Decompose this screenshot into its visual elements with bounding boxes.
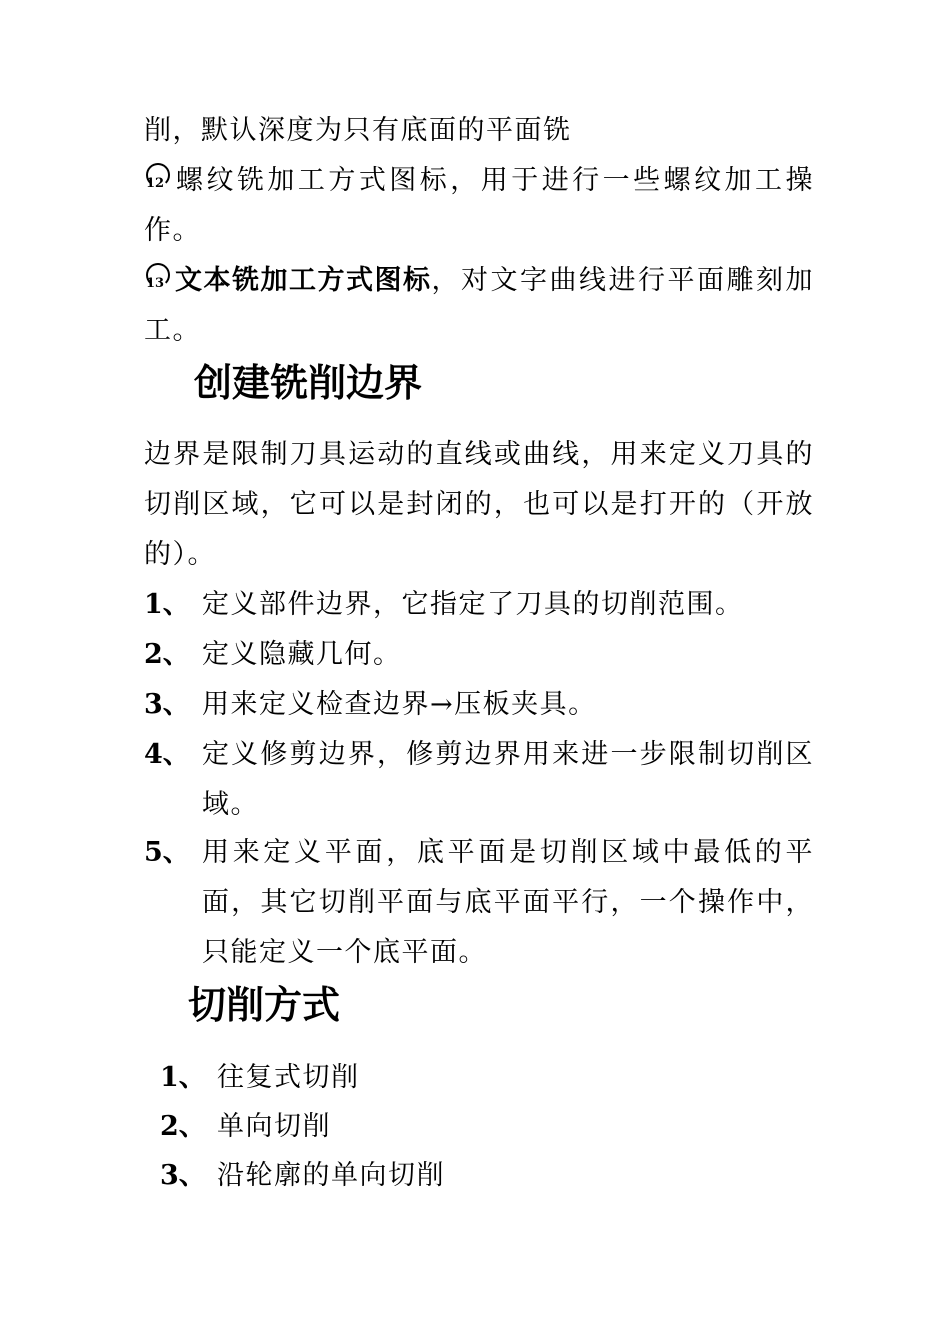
icon-number: 13: [146, 276, 165, 291]
text-milling-icon: [144, 263, 174, 293]
text-milling-text: ，对文字曲线进行平面雕刻加工。: [144, 265, 814, 346]
list-item: [160, 1151, 445, 1201]
list-item: [144, 828, 814, 978]
list-item-number: 4、: [144, 739, 190, 770]
list-item-number: 3、: [144, 689, 190, 720]
text-milling-description: [144, 256, 814, 356]
list-item-number: 5、: [144, 837, 190, 868]
section-heading-boundary: 创建铣削边界: [194, 361, 423, 405]
list-item-text: 定义修剪边界，修剪边界用来进一步限制切削区域。: [202, 739, 814, 820]
list-item-text: 用来定义平面，底平面是切削区域中最低的平面，其它切削平面与底平面平行，一个操作中，只能定义一个底平面。: [202, 837, 814, 968]
list-item-text: 用来定义检查边界→压板夹具。: [202, 689, 597, 720]
list-item: [160, 1053, 360, 1103]
list-item-text: 沿轮廓的单向切削: [217, 1160, 445, 1191]
intro-line: 削，默认深度为只有底面的平面铣: [144, 115, 572, 146]
thread-milling-text: 螺纹铣加工方式图标，用于进行一些螺纹加工操作。: [144, 165, 814, 246]
list-item-number: 2、: [160, 1111, 206, 1142]
list-item-text: 单向切削: [217, 1111, 331, 1142]
text-milling-title: 文本铣加工方式图标: [174, 265, 432, 296]
list-item: [144, 730, 814, 830]
list-item-number: 2、: [144, 639, 190, 670]
list-item: [144, 630, 814, 680]
list-item-number: 3、: [160, 1160, 206, 1191]
list-item-number: 1、: [160, 1062, 206, 1093]
thread-milling-description: [144, 156, 814, 256]
list-item-text: 往复式切削: [217, 1062, 360, 1093]
icon-number: 12: [146, 176, 165, 191]
list-item: [144, 680, 814, 730]
list-item: [160, 1102, 331, 1152]
list-item: [144, 580, 814, 630]
list-item-text: 定义隐藏几何。: [202, 639, 402, 670]
section-heading-cutting-mode: 切削方式: [188, 983, 341, 1027]
list-item-number: 1、: [144, 589, 190, 620]
boundary-paragraph: 边界是限制刀具运动的直线或曲线，用来定义刀具的切削区域，它可以是封闭的，也可以是打开的（开放的）。: [144, 439, 814, 570]
thread-milling-icon: [144, 163, 174, 193]
list-item-text: 定义部件边界，它指定了刀具的切削范围。: [202, 589, 744, 620]
